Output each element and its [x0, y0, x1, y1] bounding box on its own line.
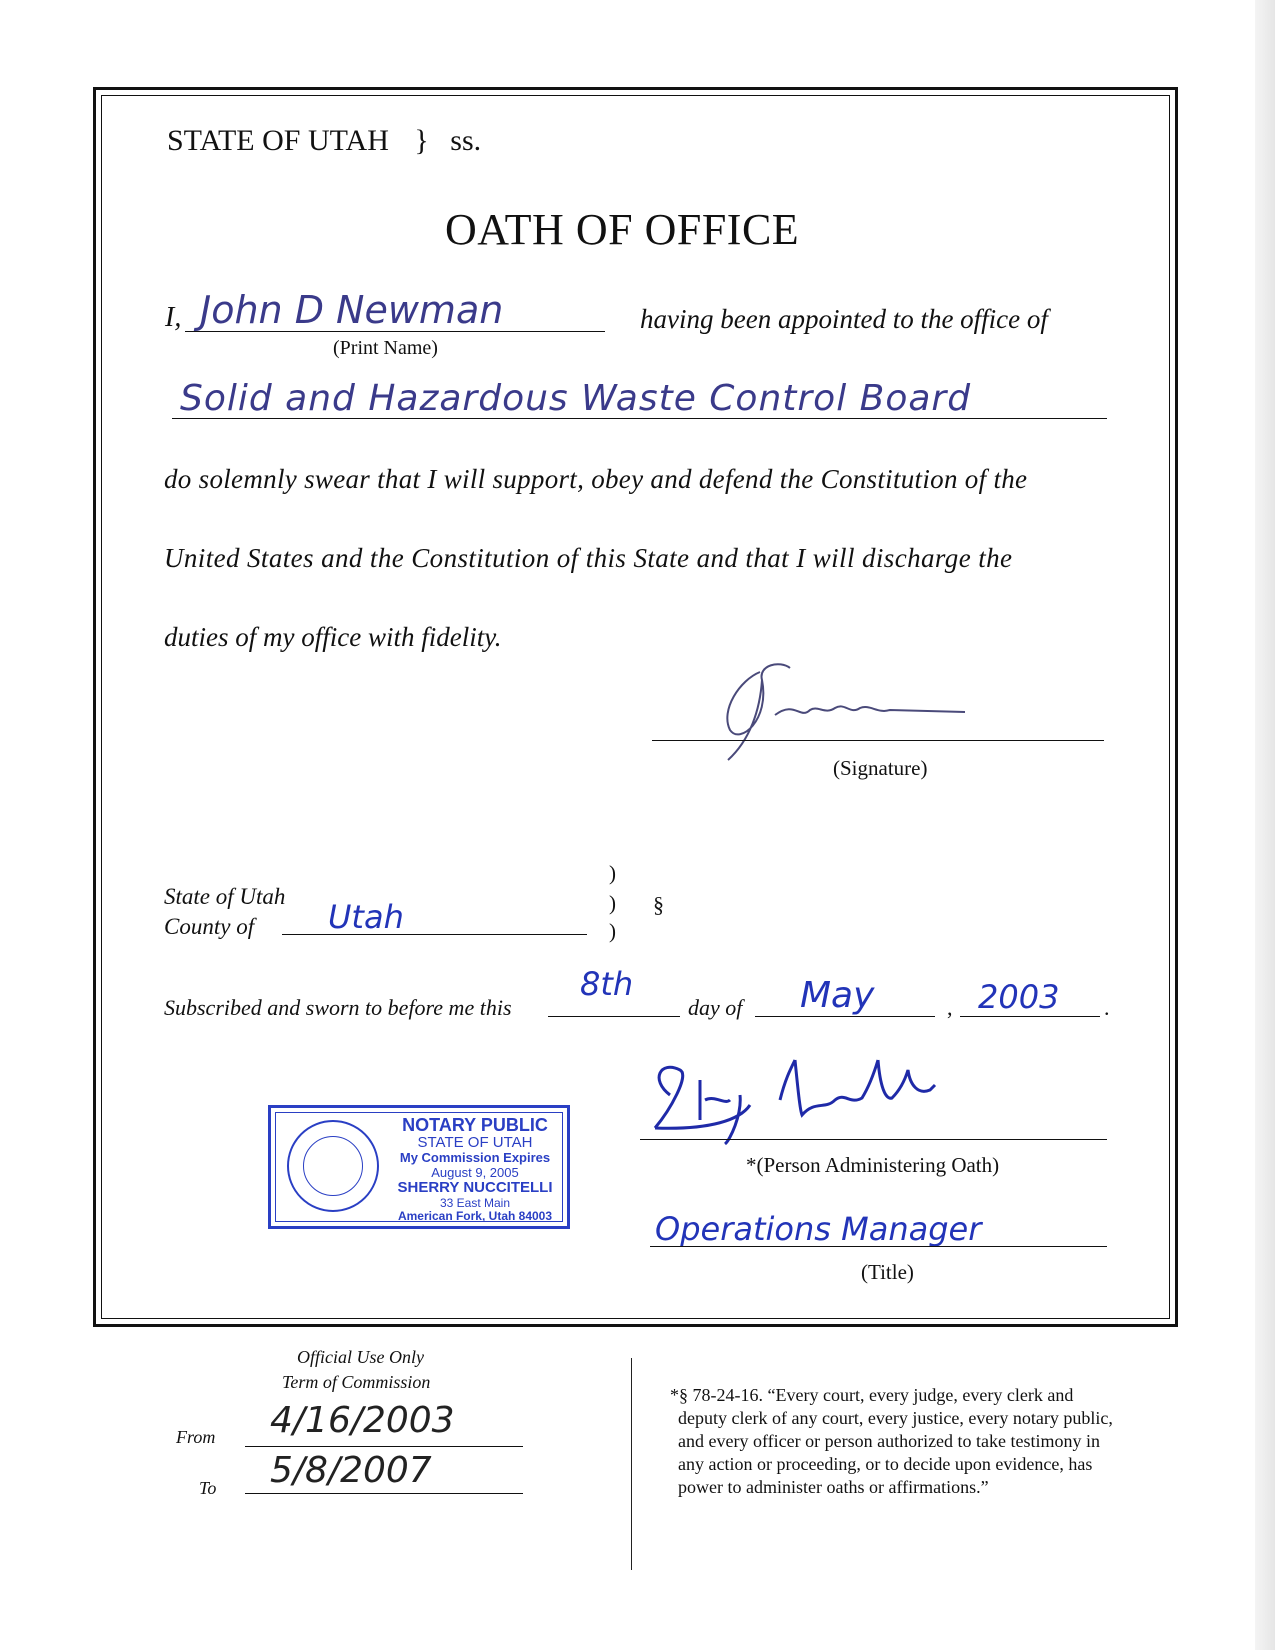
administering-signature: [630, 1040, 1010, 1150]
to-line: [245, 1493, 523, 1494]
print-name-label: (Print Name): [333, 337, 438, 359]
notary-stamp: [268, 1105, 570, 1229]
to-date: 5/8/2007: [270, 1450, 432, 1491]
footnote-line-4: any action or proceeding, or to decide upon evidence, has: [678, 1454, 1093, 1474]
to-label: To: [199, 1478, 217, 1498]
footnote-line-5: power to administer oaths or affirmations.”: [678, 1477, 989, 1497]
document-title: OATH OF OFFICE: [445, 205, 800, 254]
administering-line: [640, 1139, 1107, 1140]
stamp-commission: My Commission Expires: [399, 1150, 551, 1165]
name-line: [185, 331, 605, 332]
signature-line: [652, 740, 1104, 741]
oath-line-2: United States and the Constitution of this State and that I will discharge the: [164, 543, 1013, 573]
stamp-state: STATE OF UTAH: [417, 1134, 533, 1151]
from-line: [245, 1446, 523, 1447]
state-seal-icon: [287, 1120, 379, 1212]
subscribed-month: May: [800, 975, 875, 1016]
venue-state: State of Utah: [164, 884, 286, 909]
footer-divider: [631, 1358, 632, 1570]
subscribed-year: 2003: [978, 978, 1060, 1016]
day-of-text: day of: [688, 995, 743, 1020]
stamp-notary-name: SHERRY NUCCITELLI: [397, 1179, 553, 1196]
oath-prefix: I,: [165, 302, 182, 333]
office-line: [172, 418, 1107, 419]
printed-name: John D Newman: [200, 288, 504, 332]
month-comma: ,: [947, 995, 953, 1020]
venue-county-label: County of: [164, 914, 255, 939]
appointed-text: having been appointed to the office of: [640, 304, 1048, 334]
title-label: (Title): [861, 1260, 914, 1284]
administering-label: *(Person Administering Oath): [746, 1153, 1000, 1177]
stamp-address-1: 33 East Main: [439, 1196, 511, 1210]
footnote-line-1: *§ 78-24-16. “Every court, every judge, every clerk and: [670, 1385, 1074, 1405]
venue-paren-1: ): [609, 861, 616, 885]
footnote-line-3: and every officer or person authorized to take testimony in: [678, 1431, 1101, 1451]
title-line: [650, 1246, 1107, 1247]
seal-center: [303, 1136, 363, 1196]
office-name: Solid and Hazardous Waste Control Board: [180, 378, 972, 419]
stamp-expires: August 9, 2005: [431, 1165, 519, 1180]
state-heading: [167, 124, 481, 158]
stamp-title: NOTARY PUBLIC: [402, 1115, 548, 1135]
year-period: .: [1104, 995, 1110, 1020]
oath-line-3: duties of my office with fidelity.: [164, 622, 502, 652]
month-line: [755, 1016, 935, 1017]
from-label: From: [176, 1427, 216, 1447]
ss-text: ss.: [450, 124, 482, 157]
year-line: [960, 1016, 1100, 1017]
footnote-line-2: deputy clerk of any court, every justice, every notary public,: [678, 1408, 1113, 1428]
subscribed-text: Subscribed and sworn to before me this: [164, 995, 512, 1020]
page-edge: [1255, 0, 1275, 1650]
brace-glyph: }: [414, 124, 429, 157]
venue-paren-3: ): [609, 919, 616, 943]
from-date: 4/16/2003: [270, 1400, 455, 1441]
stamp-address-2: American Fork, Utah 84003: [397, 1209, 553, 1223]
oath-signature: [700, 660, 990, 765]
county-value: Utah: [328, 898, 404, 936]
signature-label: (Signature): [833, 756, 928, 780]
venue-paren-2: ): [609, 891, 616, 915]
official-use-heading: Official Use Only: [297, 1347, 424, 1367]
administering-title: Operations Manager: [655, 1210, 982, 1248]
county-line: [282, 934, 587, 935]
state-heading-text: STATE OF UTAH: [167, 124, 389, 157]
oath-line-1: do solemnly swear that I will support, obey and defend the Constitution of the: [164, 464, 1028, 494]
day-line: [548, 1016, 680, 1017]
subscribed-day: 8th: [580, 965, 634, 1003]
section-symbol: §: [653, 892, 664, 917]
term-heading: Term of Commission: [282, 1372, 431, 1392]
